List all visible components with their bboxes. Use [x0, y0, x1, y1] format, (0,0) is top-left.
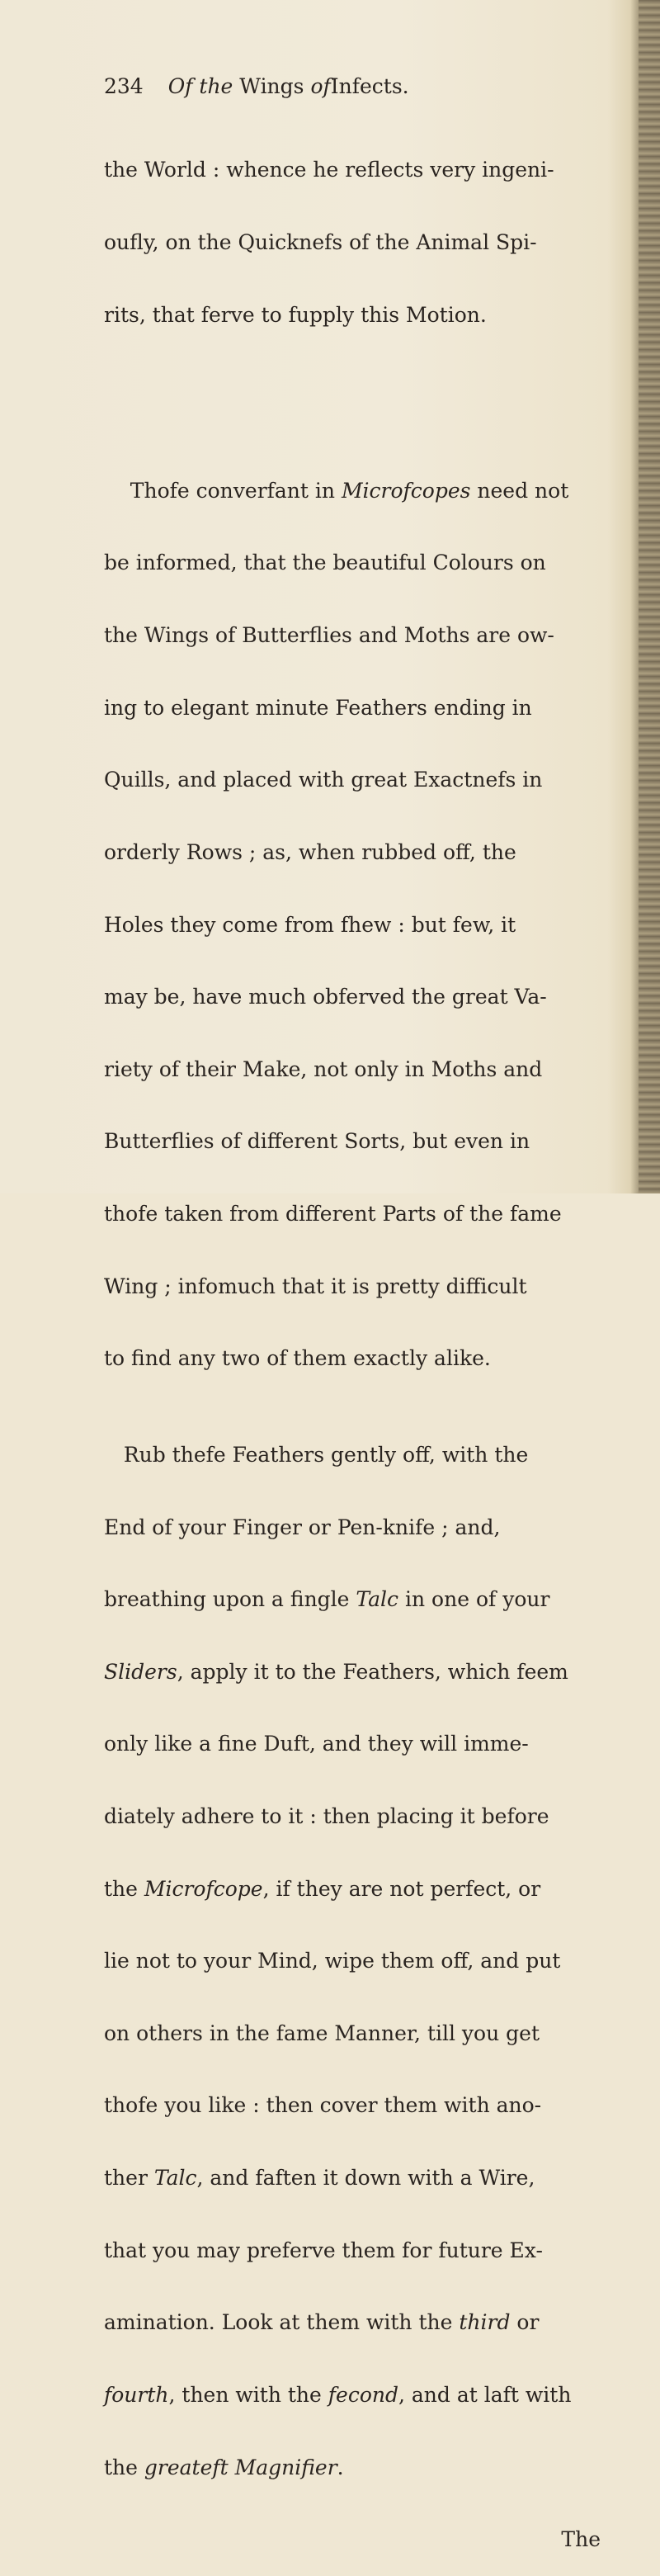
text-line: lie not to your Mind, wipe them off, and put [104, 1949, 561, 1973]
text-line: Holes they come from fhew : but few, it [104, 912, 516, 937]
page-edge-shadow [630, 0, 639, 1193]
body-text [104, 110, 612, 2576]
text-line: may be, have much obferved the great Va- [104, 985, 547, 1009]
header-title-italic-1: Of the [167, 74, 233, 98]
text-line: End of your Finger or Pen-knife ; and, [104, 1515, 501, 1539]
text-line: Butterflies of different Sorts, but even in [104, 1129, 530, 1154]
text-run: , if they are not perfect, or [262, 1876, 541, 1901]
text-line [104, 1877, 612, 1901]
text-line: thofe you like : then cover them with ano- [104, 2093, 542, 2118]
header-title-italic-2: of [310, 74, 331, 98]
text-run-italic: third [459, 2310, 511, 2335]
text-run: amination. Look at them with the [104, 2310, 460, 2335]
text-line [104, 2310, 612, 2334]
text-run-italic: fourth [104, 2382, 169, 2407]
text-run: . [337, 2455, 344, 2479]
text-run: Thofe converfant in [130, 478, 342, 503]
text-line: Rub thefe Feathers gently off, with the [104, 1442, 529, 1467]
text-line [104, 479, 612, 503]
text-line: on others in the fame Manner, till you get [104, 2021, 540, 2045]
text-line [104, 2383, 612, 2407]
text-run: ther [104, 2166, 154, 2191]
text-line [104, 2166, 612, 2190]
text-run: in one of your [398, 1587, 550, 1612]
text-line: that you may preferve them for future Ex- [104, 2238, 543, 2262]
text-line: oufly, on the Quicknefs of the Animal Spi- [104, 230, 537, 255]
text-line: orderly Rows ; as, when rubbed off, the [104, 839, 516, 864]
text-line: ing to elegant minute Feathers ending in [104, 695, 532, 720]
text-line: Wing ; infomuch that it is pretty difficult [104, 1274, 527, 1298]
text-run: , then with the [168, 2382, 328, 2407]
book-edge [639, 0, 660, 1193]
catchword: The [561, 2527, 601, 2552]
text-run-italic: Talc [356, 1587, 399, 1612]
text-run-italic: greateft Magnifier [144, 2455, 337, 2479]
text-line: thofe taken from different Parts of the fame [104, 1201, 562, 1226]
running-header [104, 74, 599, 99]
text-run: or [510, 2310, 540, 2335]
text-line: the Wings of Butterflies and Moths are ow- [104, 623, 554, 648]
text-line [104, 2455, 612, 2479]
page-number: 234 [104, 74, 144, 98]
text-run-italic: Microfcope [144, 1876, 263, 1901]
text-run-italic: Talc [153, 2166, 197, 2191]
text-line: Quills, and placed with great Exactnefs in [104, 768, 543, 792]
text-run-italic: Microfcopes [341, 478, 471, 503]
text-run-italic: fecond [328, 2382, 398, 2407]
text-line: diately adhere to it : then placing it before [104, 1804, 549, 1829]
header-title-2: Infects. [330, 74, 409, 98]
text-run: , apply it to the Feathers, which feem [177, 1659, 568, 1684]
text-run: breathing upon a fingle [104, 1587, 356, 1612]
text-line: riety of their Make, not only in Moths and [104, 1056, 543, 1081]
text-line: rits, that ferve to fupply this Motion. [104, 302, 487, 327]
text-line [104, 1660, 612, 1684]
paragraph-gap [104, 375, 612, 406]
text-line: to find any two of them exactly alike. [104, 1346, 491, 1371]
header-title-1: Wings [233, 74, 311, 98]
text-run-italic: Sliders [104, 1659, 177, 1684]
text-run: the [104, 2455, 144, 2479]
text-run: need not [470, 478, 569, 503]
text-line: only like a fine Duft, and they will imme- [104, 1732, 529, 1756]
text-line [104, 1587, 612, 1611]
text-line: the World : whence he reflects very ingeni- [104, 158, 554, 182]
text-run: , and at laft with [398, 2382, 572, 2407]
text-run: the [104, 1876, 144, 1901]
text-run: , and faften it down with a Wire, [196, 2166, 535, 2191]
text-line: be informed, that the beautiful Colours on [104, 551, 546, 575]
